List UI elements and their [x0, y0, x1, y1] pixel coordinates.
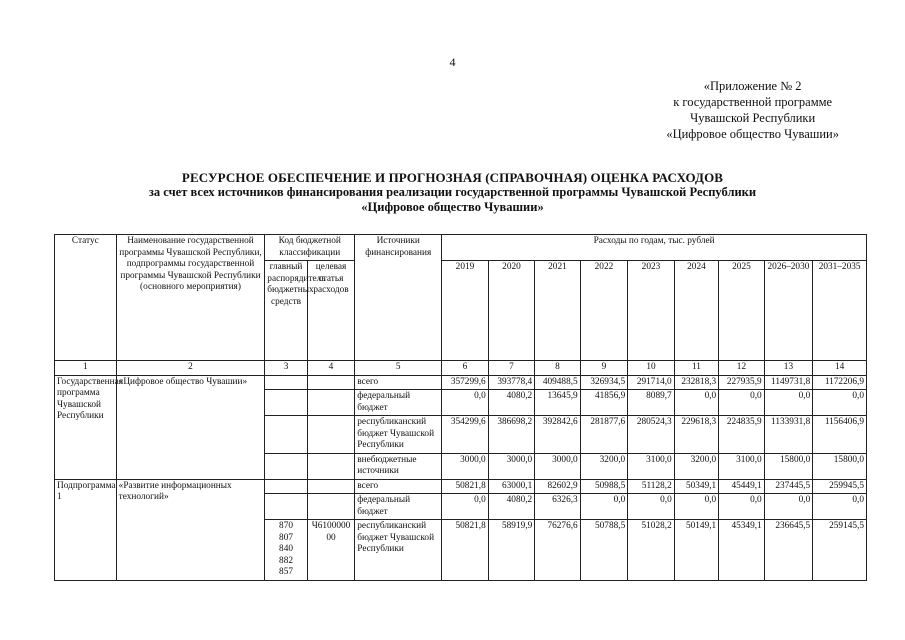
value-cell: 41856,9 [580, 390, 628, 416]
col-number: 6 [442, 361, 489, 376]
source-cell: республиканский бюджет Чувашской Республики [355, 520, 442, 581]
source-cell: всего [355, 375, 442, 390]
resource-table [54, 234, 867, 581]
value-cell: 0,0 [719, 494, 764, 520]
header-year: 2020 [488, 261, 535, 361]
code-cell [307, 416, 355, 454]
header-sources: Источники финансирования [355, 235, 442, 361]
value-cell: 1172206,9 [813, 375, 867, 390]
code-cell [265, 390, 307, 416]
value-cell: 45449,1 [719, 479, 764, 494]
col-number: 7 [488, 361, 535, 376]
code-main-item: 840 [279, 544, 293, 554]
value-cell: 280524,3 [628, 416, 675, 454]
value-cell: 1156406,9 [813, 416, 867, 454]
value-cell: 386698,2 [488, 416, 535, 454]
source-cell: федеральный бюджет [355, 494, 442, 520]
col-number: 8 [535, 361, 580, 376]
value-cell: 50821,8 [442, 479, 489, 494]
appendix-note [666, 78, 839, 142]
value-cell: 0,0 [442, 494, 489, 520]
header-code-target: целевая статья расходов [307, 261, 355, 361]
title-line: РЕСУРСНОЕ ОБЕСПЕЧЕНИЕ И ПРОГНОЗНАЯ (СПРАВОЧНАЯ) ОЦЕНКА РАСХОДОВ [181, 170, 724, 185]
value-cell: 3200,0 [674, 453, 718, 479]
header-year: 2024 [674, 261, 718, 361]
code-target-cell: Ч610000000 [307, 520, 355, 581]
value-cell: 3200,0 [580, 453, 628, 479]
col-number: 9 [580, 361, 628, 376]
document-title [40, 170, 865, 215]
value-cell: 50349,1 [674, 479, 718, 494]
value-cell: 51128,2 [628, 479, 675, 494]
source-cell: всего [355, 479, 442, 494]
value-cell: 3000,0 [535, 453, 580, 479]
value-cell: 4080,2 [488, 390, 535, 416]
source-cell: республиканский бюджет Чувашской Республики [355, 416, 442, 454]
col-number: 2 [116, 361, 265, 376]
value-cell: 1149731,8 [764, 375, 813, 390]
value-cell: 3100,0 [628, 453, 675, 479]
value-cell: 237445,5 [764, 479, 813, 494]
appendix-line: к государственной программе [673, 95, 833, 109]
code-main-item: 807 [279, 532, 293, 543]
value-cell: 392842,6 [535, 416, 580, 454]
col-number: 14 [813, 361, 867, 376]
value-cell: 15800,0 [813, 453, 867, 479]
appendix-line: «Приложение № 2 [703, 79, 802, 93]
title-line: «Цифровое общество Чувашии» [361, 200, 544, 214]
table-row [55, 479, 867, 494]
value-cell: 326934,5 [580, 375, 628, 390]
value-cell: 232818,3 [674, 375, 718, 390]
header-year: 2022 [580, 261, 628, 361]
value-cell: 0,0 [813, 494, 867, 520]
value-cell: 3000,0 [442, 453, 489, 479]
col-number: 3 [265, 361, 307, 376]
value-cell: 58919,9 [488, 520, 535, 581]
source-cell: внебюджетные источники [355, 453, 442, 479]
header-code: Код бюджетной классификации [265, 235, 355, 261]
program-status: Государственная программа Чувашской Республики [55, 375, 117, 479]
value-cell: 50149,1 [674, 520, 718, 581]
value-cell: 281877,6 [580, 416, 628, 454]
code-main-item: 882 [279, 555, 293, 566]
value-cell: 357299,6 [442, 375, 489, 390]
header-year: 2025 [719, 261, 764, 361]
subprogram-status: Подпрограмма 1 [55, 479, 117, 580]
code-main-item: 857 [279, 567, 293, 577]
header-expenses: Расходы по годам, тыс. рублей [442, 235, 867, 261]
value-cell: 1133931,8 [764, 416, 813, 454]
code-cell [307, 390, 355, 416]
code-cell [265, 375, 307, 390]
code-main-cell [265, 520, 307, 581]
value-cell: 227935,9 [719, 375, 764, 390]
code-cell [265, 479, 307, 494]
value-cell: 50821,8 [442, 520, 489, 581]
col-number: 4 [307, 361, 355, 376]
value-cell: 236645,5 [764, 520, 813, 581]
value-cell: 393778,4 [488, 375, 535, 390]
value-cell: 3000,0 [488, 453, 535, 479]
appendix-line: Чувашской Республики [690, 111, 816, 125]
col-number: 5 [355, 361, 442, 376]
header-year: 2021 [535, 261, 580, 361]
header-year: 2019 [442, 261, 489, 361]
value-cell: 8089,7 [628, 390, 675, 416]
value-cell: 0,0 [442, 390, 489, 416]
col-number: 12 [719, 361, 764, 376]
header-year: 2023 [628, 261, 675, 361]
value-cell: 0,0 [764, 494, 813, 520]
code-cell [265, 453, 307, 479]
value-cell: 63000,1 [488, 479, 535, 494]
value-cell: 354299,6 [442, 416, 489, 454]
value-cell: 50788,5 [580, 520, 628, 581]
subprogram-name: «Развитие информационных технологий» [116, 479, 265, 580]
value-cell: 0,0 [719, 390, 764, 416]
value-cell: 259145,5 [813, 520, 867, 581]
appendix-line: «Цифровое общество Чувашии» [666, 127, 839, 141]
value-cell: 13645,9 [535, 390, 580, 416]
col-number: 13 [764, 361, 813, 376]
header-status: Статус [55, 235, 117, 361]
page-number: 4 [449, 55, 456, 69]
header-year: 2026–2030 [764, 261, 813, 361]
value-cell: 76276,6 [535, 520, 580, 581]
value-cell: 0,0 [580, 494, 628, 520]
value-cell: 224835,9 [719, 416, 764, 454]
value-cell: 6326,3 [535, 494, 580, 520]
code-cell [307, 453, 355, 479]
value-cell: 291714,0 [628, 375, 675, 390]
title-line: за счет всех источников финансирования реализации государственной программы Чувашской Республики [148, 185, 757, 199]
value-cell: 259945,5 [813, 479, 867, 494]
header-year: 2031–2035 [813, 261, 867, 361]
code-main-item: 870 [279, 521, 293, 531]
col-number: 11 [674, 361, 718, 376]
col-number: 10 [628, 361, 675, 376]
col-number: 1 [55, 361, 117, 376]
value-cell: 0,0 [764, 390, 813, 416]
header-code-main: главный распорядитель бюджетных средств [265, 261, 307, 361]
value-cell: 4080,2 [488, 494, 535, 520]
value-cell: 50988,5 [580, 479, 628, 494]
value-cell: 0,0 [674, 390, 718, 416]
code-cell [307, 479, 355, 494]
program-name: «Цифровое общество Чувашии» [116, 375, 265, 479]
value-cell: 0,0 [628, 494, 675, 520]
value-cell: 3100,0 [719, 453, 764, 479]
header-name: Наименование государственной программы Чувашской Республики, подпрограммы государственной программы Чувашской Республики (основного мероприятия) [116, 235, 265, 361]
value-cell: 229618,3 [674, 416, 718, 454]
value-cell: 82602,9 [535, 479, 580, 494]
code-cell [307, 494, 355, 520]
code-cell [265, 416, 307, 454]
table-row [55, 375, 867, 390]
value-cell: 15800,0 [764, 453, 813, 479]
code-cell [265, 494, 307, 520]
value-cell: 51028,2 [628, 520, 675, 581]
value-cell: 0,0 [674, 494, 718, 520]
value-cell: 0,0 [813, 390, 867, 416]
source-cell: федеральный бюджет [355, 390, 442, 416]
value-cell: 45349,1 [719, 520, 764, 581]
column-number-row [55, 361, 867, 376]
value-cell: 409488,5 [535, 375, 580, 390]
code-cell [307, 375, 355, 390]
